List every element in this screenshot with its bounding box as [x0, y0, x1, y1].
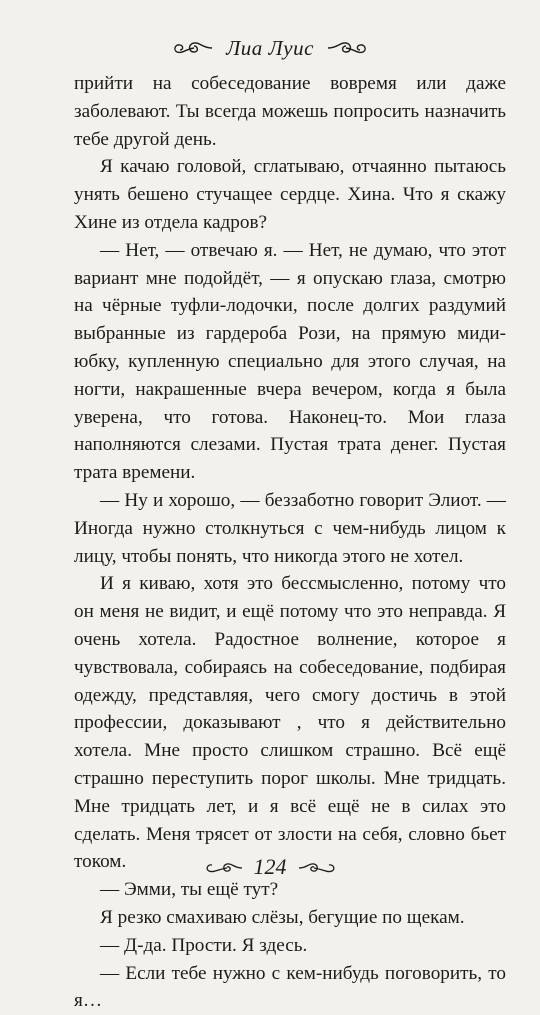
paragraph: И я киваю, хотя это бессмысленно, потому что он меня не видит, и ещё потому что это неправда. Я очень хотела. Радостное волнение, которое я чувствовала, собираясь на собеседование, подбирая одежду, представляя, чего смогу достичь в этой профессии, доказывают , что я действительно хотела. Мне просто слишком страшно. Всё ещё страшно переступить порог школы. Мне тридцать. Мне тридцать лет, и я всё ещё не в силах это сделать. Меня трясет от злости на себя, словно бьет током. — [74, 570, 506, 876]
flourish-ornament-icon — [204, 860, 244, 874]
paragraph: прийти на собеседование вовремя или даже заболевают. Ты всегда можешь попросить назначить тебе другой день. — [74, 70, 506, 153]
page-footer — [0, 852, 540, 882]
paragraph: — Если тебе нужно с кем-нибудь поговорить, то я… — [74, 960, 506, 1015]
paragraph: — Эмми, ты ещё тут? — [74, 876, 506, 904]
page-number: 124 — [254, 854, 287, 880]
paragraph: Я качаю головой, сглатываю, отчаянно пытаюсь унять бешено стучащее сердце. Хина. Что я скажу Хине из отдела кадров? — [74, 153, 506, 236]
swirl-ornament-icon — [172, 40, 214, 56]
paragraph: Я резко смахиваю слёзы, бегущие по щекам. — [74, 904, 506, 932]
swirl-ornament-icon — [326, 40, 368, 56]
page-header — [0, 30, 540, 66]
flourish-ornament-icon — [297, 860, 337, 874]
paragraph: — Ну и хорошо, — беззаботно говорит Элиот. — Иногда нужно столкнуться с чем-нибудь лицом к лицу, чтобы понять, что никогда этого не хотел. — [74, 487, 506, 570]
running-head: Лиа Луис — [226, 36, 314, 61]
paragraph: — Нет, — отвечаю я. — Нет, не думаю, что этот вариант мне подойдёт, — я опускаю глаза, смотрю на чёрные туфли-лодочки, после долгих раздумий выбранные из гардероба Рози, на прямую миди-юбку, купленную специально для этого случая, на ногти, накрашенные вчера вечером, когда я была уверена, что готова. Наконец-то. Мои глаза наполняются слезами. Пустая трата денег. Пустая трата времени. — [74, 237, 506, 487]
paragraph: — Д-да. Прости. Я здесь. — [74, 932, 506, 960]
